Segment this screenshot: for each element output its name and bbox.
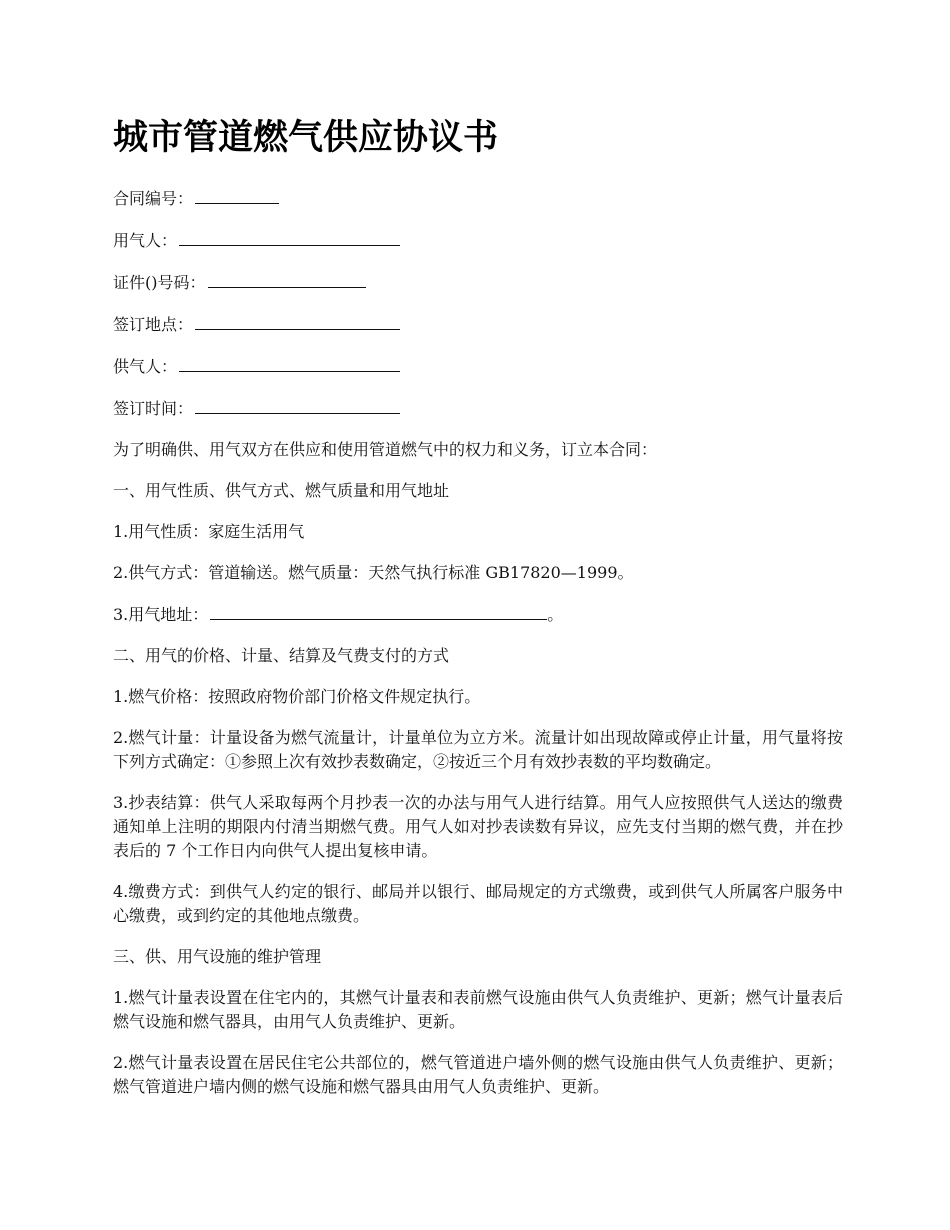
gas-supplier-blank — [179, 354, 400, 372]
signing-time-blank — [195, 396, 400, 414]
id-number-label: 证件()号码： — [113, 273, 206, 292]
section-2-item-4: 4.缴费方式：到供气人约定的银行、邮局并以银行、邮局规定的方式缴费，或到供气人所属客户服务中心缴费，或到约定的其他地点缴费。 — [113, 882, 843, 925]
signing-time-field — [113, 396, 843, 421]
signing-place-field — [113, 312, 843, 337]
section-1-item-3 — [113, 602, 843, 627]
section-1-item-2: 2.供气方式：管道输送。燃气质量：天然气执行标准 GB17820—1999。 — [113, 563, 634, 582]
contract-number-label: 合同编号： — [113, 189, 194, 208]
signing-place-label: 签订地点： — [113, 315, 194, 334]
document-page — [113, 112, 843, 1116]
contract-number-blank — [195, 186, 279, 204]
gas-user-label: 用气人： — [113, 231, 178, 250]
section-2-item-3: 3.抄表结算：供气人采取每两个月抄表一次的办法与用气人进行结算。用气人应按照供气人送达的缴费通知单上注明的期限内付清当期燃气费。用气人如对抄表读数有异议，应先支付当期的燃气费，并在抄表后的 7 个工作日内向供气人提出复核申请。 — [113, 793, 843, 860]
section-1-heading: 一、用气性质、供气方式、燃气质量和用气地址 — [113, 481, 450, 500]
section-1-item-1: 1.用气性质：家庭生活用气 — [113, 522, 305, 541]
gas-user-field — [113, 228, 843, 253]
id-number-field — [113, 270, 843, 295]
document-title: 城市管道燃气供应协议书 — [113, 117, 499, 158]
gas-address-blank — [210, 602, 547, 620]
gas-address-suffix: 。 — [547, 605, 564, 624]
gas-address-label: 3.用气地址： — [113, 605, 209, 624]
section-3-item-2: 2.燃气计量表设置在居民住宅公共部位的，燃气管道进户墙外侧的燃气设施由供气人负责维护、更新；燃气管道进户墙内侧的燃气设施和燃气器具由用气人负责维护、更新。 — [113, 1053, 843, 1096]
gas-supplier-label: 供气人： — [113, 357, 178, 376]
section-3-heading: 三、供、用气设施的维护管理 — [113, 947, 322, 966]
signing-place-blank — [195, 312, 400, 330]
section-2-heading: 二、用气的价格、计量、结算及气费支付的方式 — [113, 646, 450, 665]
id-number-blank — [208, 270, 366, 288]
section-3-item-1: 1.燃气计量表设置在住宅内的，其燃气计量表和表前燃气设施由供气人负责维护、更新；燃气计量表后燃气设施和燃气器具，由用气人负责维护、更新。 — [113, 988, 843, 1031]
section-2-item-1: 1.燃气价格：按照政府物价部门价格文件规定执行。 — [113, 687, 481, 706]
gas-user-blank — [179, 228, 400, 246]
intro-paragraph: 为了明确供、用气双方在供应和使用管道燃气中的权力和义务，订立本合同： — [113, 440, 658, 459]
gas-supplier-field — [113, 354, 843, 379]
signing-time-label: 签订时间： — [113, 399, 194, 418]
contract-number-field — [113, 186, 843, 211]
section-2-item-2: 2.燃气计量：计量设备为燃气流量计，计量单位为立方米。流量计如出现故障或停止计量，用气量将按下列方式确定：①参照上次有效抄表数确定，②按近三个月有效抄表数的平均数确定。 — [113, 728, 843, 771]
